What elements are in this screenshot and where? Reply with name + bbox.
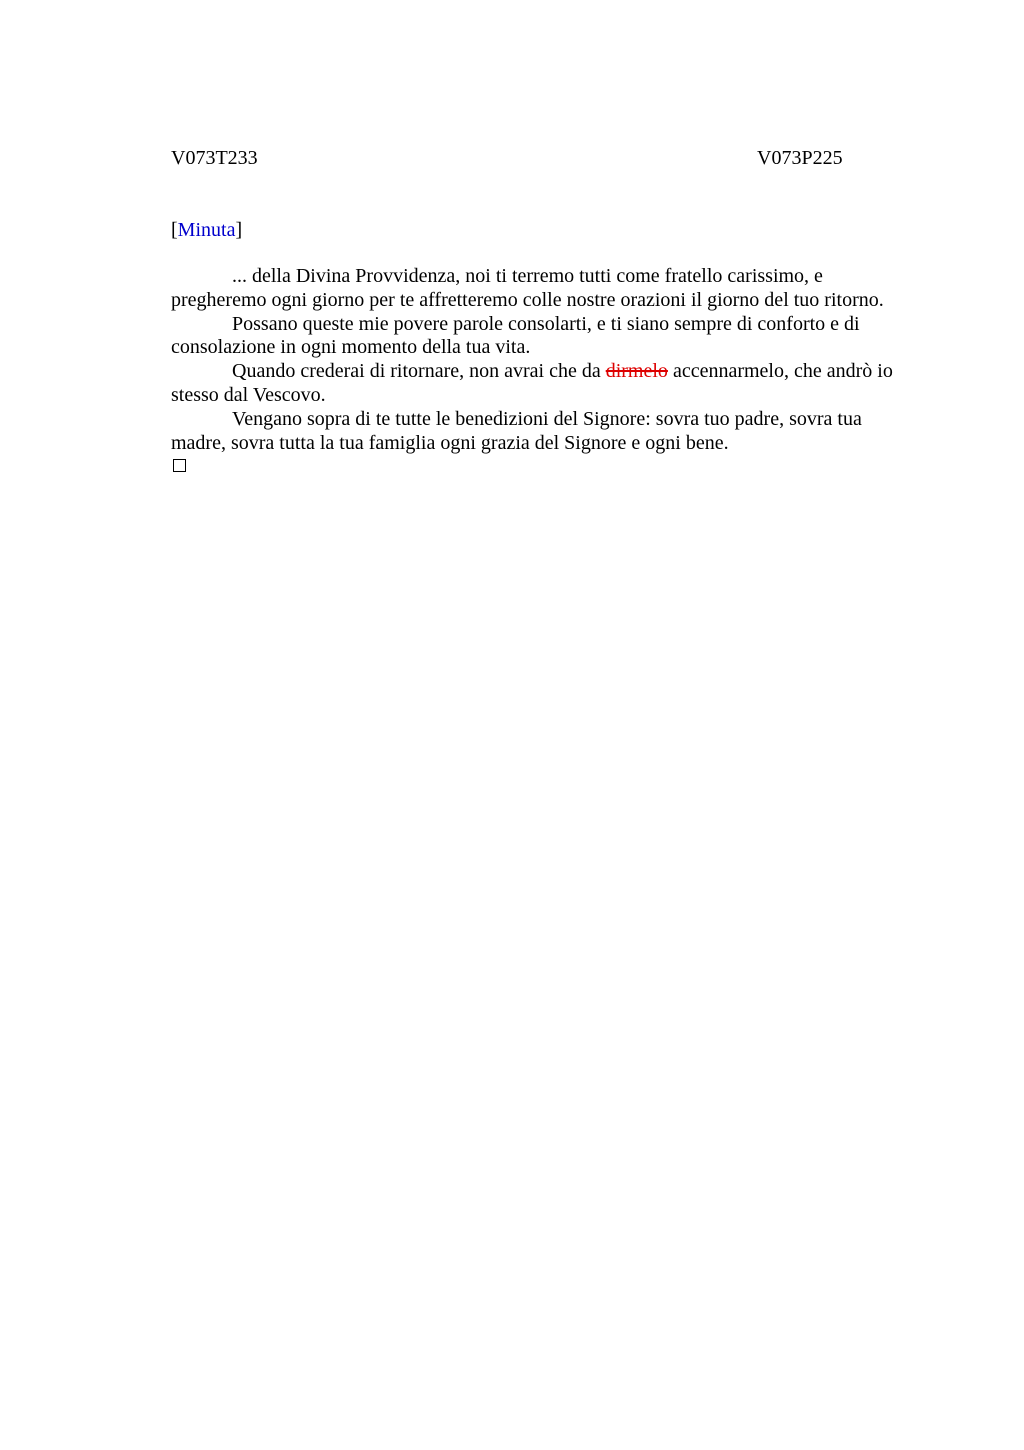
paragraph-3-text-after: accennarmelo, che andrò io	[667, 360, 893, 383]
empty-square-icon	[173, 459, 186, 472]
close-bracket: ]	[235, 219, 243, 241]
minuta-link[interactable]: Minuta	[177, 219, 236, 241]
paragraph-1-line-2: pregheremo ogni giorno per te affretteremo colle nostre orazioni il giorno del tuo ritorno.	[171, 288, 884, 311]
header-left-code: V073T233	[171, 147, 258, 169]
paragraph-3-line-2: stesso dal Vescovo.	[171, 383, 326, 406]
paragraph-4-line-2: madre, sovra tutta la tua famiglia ogni grazia del Signore e ogni bene.	[171, 431, 729, 454]
paragraph-2-line-2: consolazione in ogni momento della tua vita.	[171, 336, 531, 359]
open-bracket: [	[171, 219, 178, 241]
paragraph-1-line-1: ... della Divina Provvidenza, noi ti terremo tutti come fratello carissimo, e	[232, 265, 823, 287]
paragraph-2-line-1: Possano queste mie povere parole consolarti, e ti siano sempre di conforto e di	[232, 312, 860, 335]
letter-body	[171, 265, 921, 455]
paragraph-3-line-1	[171, 360, 921, 384]
struck-word: dirmelo	[605, 360, 668, 383]
header-right-code: V073P225	[757, 147, 843, 169]
paragraph-4-line-1: Vengano sopra di te tutte le benedizioni del Signore: sovra tuo padre, sovra tua	[232, 407, 862, 430]
paragraph-3-text-before: Quando crederai di ritornare, non avrai che da	[232, 360, 606, 383]
minuta-label	[171, 218, 242, 242]
